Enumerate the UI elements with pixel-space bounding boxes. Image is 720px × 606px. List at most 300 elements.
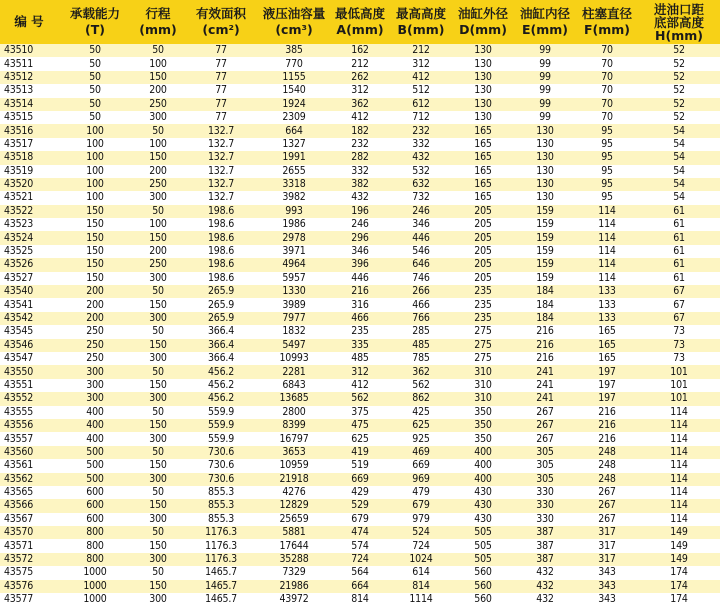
cell-max-height: 332: [390, 138, 452, 151]
cell-id: 43557: [0, 432, 58, 445]
cell-outer-diameter: 505: [452, 526, 514, 539]
cell-oil-capacity: 7329: [258, 566, 330, 579]
cell-stroke: 150: [132, 539, 184, 552]
table-row: [0, 566, 720, 579]
cell-max-height: 766: [390, 312, 452, 325]
cell-plunger-diameter: 95: [576, 178, 638, 191]
cell-outer-diameter: 130: [452, 57, 514, 70]
cell-id: 43540: [0, 285, 58, 298]
cell-area: 132.7: [184, 124, 258, 137]
cell-capacity: 50: [58, 71, 132, 84]
cell-plunger-diameter: 114: [576, 272, 638, 285]
cell-plunger-diameter: 343: [576, 580, 638, 593]
cell-capacity: 150: [58, 272, 132, 285]
table-row: [0, 339, 720, 352]
cell-area: 1465.7: [184, 593, 258, 606]
cell-id: 43512: [0, 71, 58, 84]
cell-inner-diameter: 159: [514, 258, 576, 271]
table-row: [0, 325, 720, 338]
cell-id: 43524: [0, 231, 58, 244]
cell-min-height: 669: [330, 473, 390, 486]
cell-oil-capacity: 993: [258, 205, 330, 218]
cell-inlet-height: 52: [638, 84, 720, 97]
cell-stroke: 150: [132, 298, 184, 311]
cell-max-height: 362: [390, 365, 452, 378]
cell-inlet-height: 61: [638, 205, 720, 218]
cell-id: 43520: [0, 178, 58, 191]
cell-min-height: 196: [330, 205, 390, 218]
cell-plunger-diameter: 70: [576, 84, 638, 97]
cell-capacity: 100: [58, 191, 132, 204]
cell-inlet-height: 149: [638, 553, 720, 566]
cell-inner-diameter: 216: [514, 339, 576, 352]
cell-area: 198.6: [184, 218, 258, 231]
cell-area: 855.3: [184, 499, 258, 512]
cell-id: 43555: [0, 406, 58, 419]
cell-stroke: 200: [132, 245, 184, 258]
cell-outer-diameter: 205: [452, 231, 514, 244]
cell-stroke: 200: [132, 84, 184, 97]
cell-oil-capacity: 6843: [258, 379, 330, 392]
cell-id: 43546: [0, 339, 58, 352]
cell-min-height: 446: [330, 272, 390, 285]
cell-outer-diameter: 560: [452, 593, 514, 606]
cell-capacity: 500: [58, 473, 132, 486]
cell-max-height: 724: [390, 539, 452, 552]
cell-max-height: 562: [390, 379, 452, 392]
cell-area: 1176.3: [184, 553, 258, 566]
cell-max-height: 466: [390, 298, 452, 311]
table-row: [0, 178, 720, 191]
cell-area: 198.6: [184, 258, 258, 271]
cell-id: 43514: [0, 98, 58, 111]
cell-min-height: 396: [330, 258, 390, 271]
cell-inlet-height: 114: [638, 486, 720, 499]
cell-max-height: 632: [390, 178, 452, 191]
cell-area: 1465.7: [184, 580, 258, 593]
cell-area: 265.9: [184, 298, 258, 311]
cell-capacity: 800: [58, 526, 132, 539]
cell-plunger-diameter: 133: [576, 285, 638, 298]
cell-min-height: 664: [330, 580, 390, 593]
cell-plunger-diameter: 216: [576, 419, 638, 432]
cell-outer-diameter: 130: [452, 44, 514, 57]
cell-oil-capacity: 43972: [258, 593, 330, 606]
cell-stroke: 200: [132, 165, 184, 178]
cell-inlet-height: 54: [638, 124, 720, 137]
cell-id: 43560: [0, 446, 58, 459]
table-row: [0, 138, 720, 151]
header-row: [0, 0, 720, 44]
cell-inner-diameter: 387: [514, 539, 576, 552]
cell-plunger-diameter: 114: [576, 258, 638, 271]
cell-oil-capacity: 25659: [258, 513, 330, 526]
cell-min-height: 232: [330, 138, 390, 151]
cell-capacity: 150: [58, 205, 132, 218]
cell-plunger-diameter: 114: [576, 245, 638, 258]
cell-stroke: 150: [132, 339, 184, 352]
cell-capacity: 600: [58, 499, 132, 512]
cell-oil-capacity: 5881: [258, 526, 330, 539]
cell-area: 1465.7: [184, 566, 258, 579]
cell-area: 456.2: [184, 365, 258, 378]
cell-inner-diameter: 99: [514, 84, 576, 97]
cell-stroke: 250: [132, 98, 184, 111]
cell-capacity: 250: [58, 325, 132, 338]
cell-oil-capacity: 4276: [258, 486, 330, 499]
cell-max-height: 285: [390, 325, 452, 338]
cell-id: 43519: [0, 165, 58, 178]
cell-capacity: 800: [58, 539, 132, 552]
cell-oil-capacity: 2978: [258, 231, 330, 244]
cell-area: 132.7: [184, 165, 258, 178]
cell-id: 43562: [0, 473, 58, 486]
cell-min-height: 282: [330, 151, 390, 164]
cell-plunger-diameter: 114: [576, 218, 638, 231]
cell-inlet-height: 52: [638, 71, 720, 84]
cell-area: 132.7: [184, 138, 258, 151]
cell-outer-diameter: 400: [452, 473, 514, 486]
cell-capacity: 50: [58, 84, 132, 97]
cell-inlet-height: 54: [638, 138, 720, 151]
cell-oil-capacity: 35288: [258, 553, 330, 566]
table-row: [0, 580, 720, 593]
cell-max-height: 969: [390, 473, 452, 486]
table-row: [0, 231, 720, 244]
cell-outer-diameter: 235: [452, 312, 514, 325]
cell-inlet-height: 149: [638, 539, 720, 552]
cell-plunger-diameter: 317: [576, 539, 638, 552]
cell-area: 559.9: [184, 406, 258, 419]
cell-max-height: 746: [390, 272, 452, 285]
cell-area: 77: [184, 57, 258, 70]
cell-id: 43522: [0, 205, 58, 218]
cell-max-height: 469: [390, 446, 452, 459]
cell-inlet-height: 54: [638, 165, 720, 178]
cell-inner-diameter: 184: [514, 312, 576, 325]
cell-id: 43570: [0, 526, 58, 539]
col-header-min-height: 最低高度 A(mm): [330, 0, 390, 44]
cell-capacity: 100: [58, 124, 132, 137]
cell-capacity: 300: [58, 392, 132, 405]
table-body: [0, 44, 720, 606]
cell-stroke: 300: [132, 111, 184, 124]
cell-inlet-height: 61: [638, 218, 720, 231]
cell-oil-capacity: 21986: [258, 580, 330, 593]
cell-id: 43567: [0, 513, 58, 526]
cell-id: 43576: [0, 580, 58, 593]
table-row: [0, 285, 720, 298]
cell-capacity: 150: [58, 245, 132, 258]
cell-area: 1176.3: [184, 526, 258, 539]
cell-capacity: 150: [58, 231, 132, 244]
cell-inlet-height: 67: [638, 285, 720, 298]
table-row: [0, 459, 720, 472]
cell-capacity: 400: [58, 432, 132, 445]
table-row: [0, 392, 720, 405]
cell-stroke: 150: [132, 499, 184, 512]
cell-outer-diameter: 165: [452, 138, 514, 151]
cell-oil-capacity: 1540: [258, 84, 330, 97]
cell-plunger-diameter: 70: [576, 44, 638, 57]
cell-min-height: 625: [330, 432, 390, 445]
cell-outer-diameter: 350: [452, 419, 514, 432]
cell-capacity: 600: [58, 486, 132, 499]
cell-outer-diameter: 165: [452, 191, 514, 204]
cell-stroke: 300: [132, 553, 184, 566]
cell-area: 198.6: [184, 205, 258, 218]
cell-stroke: 300: [132, 352, 184, 365]
cell-capacity: 1000: [58, 580, 132, 593]
cell-inlet-height: 114: [638, 513, 720, 526]
cell-outer-diameter: 430: [452, 486, 514, 499]
cell-max-height: 625: [390, 419, 452, 432]
cell-capacity: 50: [58, 57, 132, 70]
cell-area: 730.6: [184, 446, 258, 459]
cell-stroke: 300: [132, 191, 184, 204]
cell-stroke: 150: [132, 71, 184, 84]
cell-max-height: 312: [390, 57, 452, 70]
cell-outer-diameter: 430: [452, 499, 514, 512]
cell-min-height: 382: [330, 178, 390, 191]
cell-oil-capacity: 4964: [258, 258, 330, 271]
table-row: [0, 151, 720, 164]
cell-stroke: 150: [132, 379, 184, 392]
cell-outer-diameter: 350: [452, 406, 514, 419]
cell-plunger-diameter: 248: [576, 473, 638, 486]
cell-outer-diameter: 165: [452, 178, 514, 191]
table-row: [0, 245, 720, 258]
cell-max-height: 479: [390, 486, 452, 499]
cell-min-height: 724: [330, 553, 390, 566]
col-header-effective-area: 有效面积 (cm²): [184, 0, 258, 44]
cell-stroke: 100: [132, 138, 184, 151]
cell-inner-diameter: 130: [514, 151, 576, 164]
cell-min-height: 332: [330, 165, 390, 178]
cell-plunger-diameter: 197: [576, 392, 638, 405]
cell-inner-diameter: 159: [514, 205, 576, 218]
cell-id: 43515: [0, 111, 58, 124]
cell-oil-capacity: 1986: [258, 218, 330, 231]
cell-area: 559.9: [184, 419, 258, 432]
cell-capacity: 400: [58, 406, 132, 419]
table-row: [0, 98, 720, 111]
cell-plunger-diameter: 317: [576, 526, 638, 539]
cell-id: 43575: [0, 566, 58, 579]
cell-plunger-diameter: 114: [576, 231, 638, 244]
cell-area: 265.9: [184, 285, 258, 298]
cell-inner-diameter: 99: [514, 111, 576, 124]
cell-inlet-height: 67: [638, 298, 720, 311]
table-row: [0, 205, 720, 218]
table-row: [0, 44, 720, 57]
cell-outer-diameter: 205: [452, 205, 514, 218]
cell-outer-diameter: 505: [452, 553, 514, 566]
cell-outer-diameter: 275: [452, 352, 514, 365]
cell-stroke: 250: [132, 178, 184, 191]
cell-area: 559.9: [184, 432, 258, 445]
cell-area: 198.6: [184, 272, 258, 285]
cell-plunger-diameter: 70: [576, 111, 638, 124]
table-row: [0, 165, 720, 178]
cell-min-height: 246: [330, 218, 390, 231]
cell-oil-capacity: 10959: [258, 459, 330, 472]
cell-max-height: 425: [390, 406, 452, 419]
cell-inner-diameter: 159: [514, 231, 576, 244]
cell-oil-capacity: 1155: [258, 71, 330, 84]
cell-inner-diameter: 99: [514, 44, 576, 57]
cell-min-height: 162: [330, 44, 390, 57]
cell-oil-capacity: 7977: [258, 312, 330, 325]
cell-capacity: 200: [58, 285, 132, 298]
cell-stroke: 300: [132, 272, 184, 285]
cell-outer-diameter: 310: [452, 365, 514, 378]
table-row: [0, 499, 720, 512]
cell-oil-capacity: 3989: [258, 298, 330, 311]
cell-min-height: 432: [330, 191, 390, 204]
cell-id: 43561: [0, 459, 58, 472]
cell-inlet-height: 54: [638, 178, 720, 191]
cell-inner-diameter: 130: [514, 124, 576, 137]
cell-inlet-height: 114: [638, 432, 720, 445]
cell-inner-diameter: 330: [514, 486, 576, 499]
cell-inner-diameter: 216: [514, 325, 576, 338]
cell-inlet-height: 114: [638, 419, 720, 432]
cell-inlet-height: 54: [638, 191, 720, 204]
cell-id: 43571: [0, 539, 58, 552]
table-row: [0, 71, 720, 84]
cell-inlet-height: 101: [638, 379, 720, 392]
table-row: [0, 111, 720, 124]
cell-min-height: 485: [330, 352, 390, 365]
cell-stroke: 300: [132, 473, 184, 486]
cell-plunger-diameter: 343: [576, 593, 638, 606]
cell-capacity: 400: [58, 419, 132, 432]
cell-inner-diameter: 159: [514, 272, 576, 285]
cell-max-height: 524: [390, 526, 452, 539]
cell-plunger-diameter: 267: [576, 499, 638, 512]
cell-id: 43551: [0, 379, 58, 392]
cell-min-height: 564: [330, 566, 390, 579]
cell-stroke: 300: [132, 593, 184, 606]
cell-max-height: 814: [390, 580, 452, 593]
cell-outer-diameter: 130: [452, 111, 514, 124]
cell-inner-diameter: 241: [514, 379, 576, 392]
cell-outer-diameter: 310: [452, 392, 514, 405]
cell-min-height: 466: [330, 312, 390, 325]
cell-outer-diameter: 560: [452, 566, 514, 579]
table-row: [0, 486, 720, 499]
cell-plunger-diameter: 216: [576, 432, 638, 445]
cell-id: 43526: [0, 258, 58, 271]
table-row: [0, 446, 720, 459]
cell-area: 77: [184, 84, 258, 97]
cell-outer-diameter: 130: [452, 71, 514, 84]
cell-capacity: 50: [58, 111, 132, 124]
table-row: [0, 432, 720, 445]
cell-inner-diameter: 241: [514, 392, 576, 405]
cell-max-height: 266: [390, 285, 452, 298]
cell-inlet-height: 101: [638, 392, 720, 405]
cell-area: 366.4: [184, 352, 258, 365]
cell-max-height: 925: [390, 432, 452, 445]
cell-stroke: 100: [132, 57, 184, 70]
cell-inner-diameter: 130: [514, 178, 576, 191]
cell-capacity: 1000: [58, 593, 132, 606]
cell-plunger-diameter: 317: [576, 553, 638, 566]
cell-plunger-diameter: 165: [576, 325, 638, 338]
cell-stroke: 150: [132, 580, 184, 593]
cell-capacity: 150: [58, 258, 132, 271]
cell-plunger-diameter: 70: [576, 71, 638, 84]
cell-capacity: 100: [58, 151, 132, 164]
cell-stroke: 50: [132, 205, 184, 218]
cell-plunger-diameter: 95: [576, 165, 638, 178]
cell-max-height: 712: [390, 111, 452, 124]
cell-area: 855.3: [184, 486, 258, 499]
cell-inner-diameter: 130: [514, 138, 576, 151]
cell-area: 198.6: [184, 245, 258, 258]
cell-outer-diameter: 235: [452, 285, 514, 298]
col-header-max-height: 最高高度 B(mm): [390, 0, 452, 44]
cell-min-height: 312: [330, 365, 390, 378]
cell-min-height: 412: [330, 379, 390, 392]
cell-max-height: 862: [390, 392, 452, 405]
cell-max-height: 212: [390, 44, 452, 57]
cell-oil-capacity: 1327: [258, 138, 330, 151]
cell-inner-diameter: 330: [514, 499, 576, 512]
cell-oil-capacity: 664: [258, 124, 330, 137]
cell-max-height: 346: [390, 218, 452, 231]
table-row: [0, 365, 720, 378]
cell-max-height: 614: [390, 566, 452, 579]
cell-inlet-height: 54: [638, 151, 720, 164]
col-header-oil-capacity: 液压油容量 (cm³): [258, 0, 330, 44]
cell-max-height: 512: [390, 84, 452, 97]
cell-plunger-diameter: 95: [576, 124, 638, 137]
cell-plunger-diameter: 197: [576, 379, 638, 392]
cell-oil-capacity: 10993: [258, 352, 330, 365]
col-header-id: 编 号: [0, 0, 58, 44]
cell-plunger-diameter: 248: [576, 446, 638, 459]
cell-min-height: 679: [330, 513, 390, 526]
cell-capacity: 250: [58, 339, 132, 352]
cell-oil-capacity: 8399: [258, 419, 330, 432]
cell-inlet-height: 114: [638, 473, 720, 486]
cell-area: 77: [184, 111, 258, 124]
cell-area: 366.4: [184, 339, 258, 352]
cell-plunger-diameter: 197: [576, 365, 638, 378]
cell-capacity: 100: [58, 138, 132, 151]
cell-id: 43523: [0, 218, 58, 231]
cell-inner-diameter: 387: [514, 526, 576, 539]
cell-capacity: 1000: [58, 566, 132, 579]
cell-capacity: 500: [58, 446, 132, 459]
cell-area: 77: [184, 44, 258, 57]
cell-oil-capacity: 1924: [258, 98, 330, 111]
cell-outer-diameter: 130: [452, 84, 514, 97]
cell-min-height: 519: [330, 459, 390, 472]
cell-id: 43511: [0, 57, 58, 70]
col-header-outer-diameter: 油缸外径 D(mm): [452, 0, 514, 44]
cell-outer-diameter: 205: [452, 245, 514, 258]
cell-stroke: 50: [132, 365, 184, 378]
cell-oil-capacity: 3318: [258, 178, 330, 191]
cell-area: 132.7: [184, 151, 258, 164]
cell-oil-capacity: 16797: [258, 432, 330, 445]
cell-inlet-height: 73: [638, 325, 720, 338]
cell-capacity: 300: [58, 379, 132, 392]
